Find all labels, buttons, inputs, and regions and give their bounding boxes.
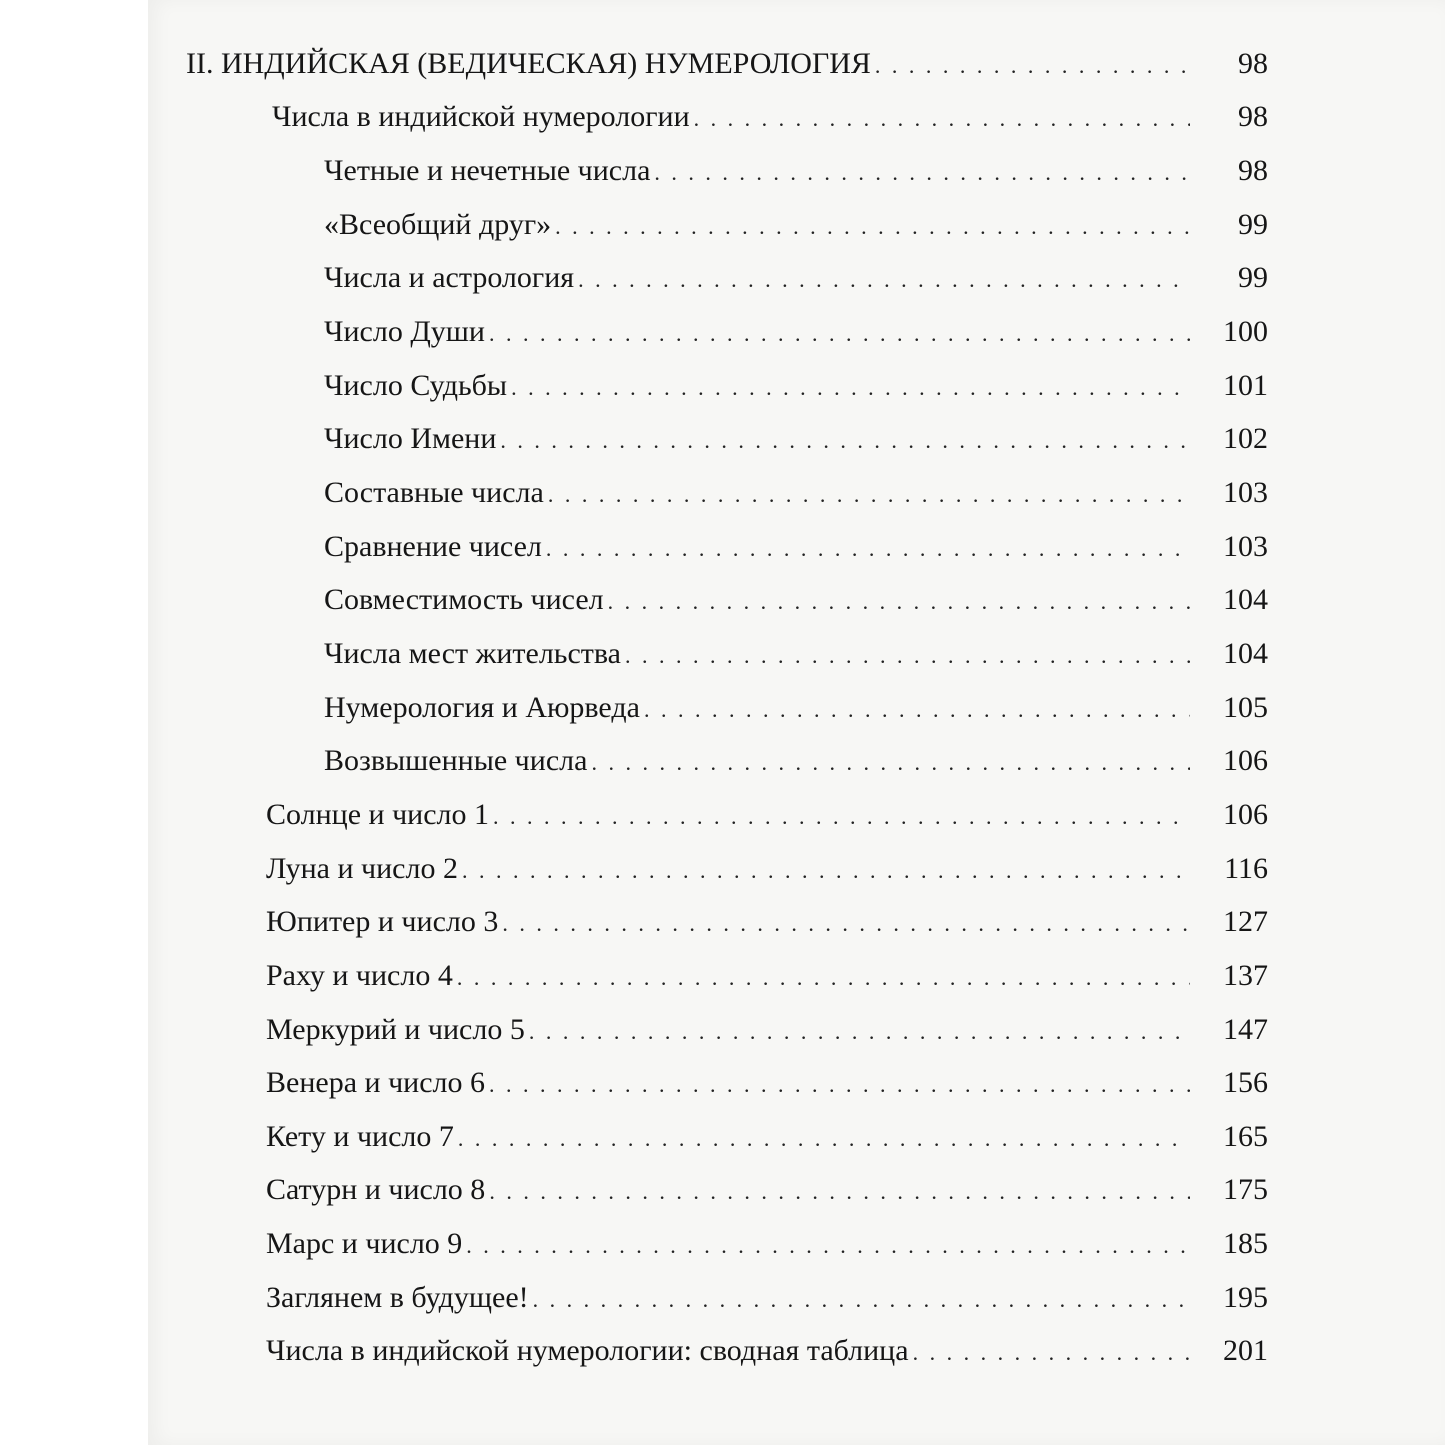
dot-leader [625, 636, 1190, 676]
toc-entry-title: Четные и нечетные числа [324, 154, 651, 187]
toc-entry-title: Числа в индийской нумерологии: сводная таблица [266, 1334, 909, 1367]
toc-entry-page: 106 [1223, 798, 1268, 831]
toc-entry-page: 106 [1223, 744, 1268, 777]
dot-leader [529, 1012, 1190, 1052]
toc-entry-page: 156 [1223, 1066, 1268, 1099]
toc-entry-page: 137 [1223, 959, 1268, 992]
toc-entry-title: Числа и астрология [324, 261, 575, 294]
dot-leader [555, 207, 1190, 247]
dot-leader [694, 99, 1190, 139]
toc-entry-page: 102 [1223, 422, 1268, 455]
dot-leader [608, 582, 1190, 622]
toc-entry [324, 473, 1268, 513]
dot-leader [500, 421, 1190, 461]
toc-entry [324, 151, 1268, 191]
toc-entry-title: Сатурн и число 8 [266, 1173, 486, 1206]
dot-leader [462, 851, 1190, 891]
toc-entry-section-ii [186, 44, 1268, 84]
toc-entry-page: 104 [1223, 637, 1268, 670]
toc-entry [266, 849, 1268, 889]
toc-entry-page: 105 [1223, 691, 1268, 724]
dot-leader [546, 529, 1190, 569]
toc-entry [324, 634, 1268, 674]
dot-leader [489, 1065, 1190, 1105]
dot-leader [913, 1333, 1190, 1373]
toc-entry-title: II. ИНДИЙСКАЯ (ВЕДИЧЕСКАЯ) НУМЕРОЛОГИЯ [186, 47, 871, 80]
toc-entry-page: 103 [1223, 530, 1268, 563]
toc-entry [324, 580, 1268, 620]
toc-entry-page: 99 [1238, 261, 1268, 294]
toc-entry-title: Сравнение чисел [324, 530, 542, 563]
toc-entry [266, 1331, 1268, 1371]
toc-entry-page: 103 [1223, 476, 1268, 509]
toc-entry [324, 312, 1268, 352]
dot-leader [511, 368, 1190, 408]
toc-entry [266, 956, 1268, 996]
dot-leader [533, 1280, 1190, 1320]
toc-entry-title: Составные числа [324, 476, 544, 509]
toc-entry-page: 100 [1223, 315, 1268, 348]
toc-entry-page: 175 [1223, 1173, 1268, 1206]
toc-entry-title: Солнце и число 1 [266, 798, 489, 831]
toc-entry-title: Венера и число 6 [266, 1066, 485, 1099]
toc-entry-title: Число Имени [324, 422, 497, 455]
toc-entry [266, 795, 1268, 835]
toc-entry-page: 99 [1238, 208, 1268, 241]
toc-entry-title: Число Судьбы [324, 369, 508, 402]
toc-entry-page: 127 [1223, 905, 1268, 938]
toc-entry-title: Юпитер и число 3 [266, 905, 499, 938]
dot-leader [654, 153, 1190, 193]
toc-entry-page: 98 [1238, 47, 1268, 80]
toc-entry [272, 97, 1268, 137]
toc-entry [324, 419, 1268, 459]
toc-entry [324, 688, 1268, 728]
dot-leader [466, 1226, 1190, 1266]
dot-leader [644, 690, 1190, 730]
toc-entry [266, 1170, 1268, 1210]
toc-entry-page: 147 [1223, 1013, 1268, 1046]
toc-entry-title: Раху и число 4 [266, 959, 453, 992]
toc-entry-title: Марс и число 9 [266, 1227, 463, 1260]
toc-entry [266, 1117, 1268, 1157]
toc-entry-page: 104 [1223, 583, 1268, 616]
toc-entry-page: 201 [1223, 1334, 1268, 1367]
toc-entry [266, 1063, 1268, 1103]
toc-entry-page: 185 [1223, 1227, 1268, 1260]
toc-entry [266, 902, 1268, 942]
dot-leader [578, 260, 1190, 300]
toc-entry-title: Заглянем в будущее! [266, 1281, 529, 1314]
toc-entry-page: 195 [1223, 1281, 1268, 1314]
dot-leader [502, 904, 1190, 944]
toc-entry [324, 741, 1268, 781]
toc-entry [324, 366, 1268, 406]
toc-entry-title: Числа мест жительства [324, 637, 621, 670]
toc-entry [324, 205, 1268, 245]
toc-entry [266, 1224, 1268, 1264]
dot-leader [489, 314, 1190, 354]
toc-entry-title: Числа в индийской нумерологии [272, 100, 690, 133]
toc-entry-title: «Всеобщий друг» [324, 208, 552, 241]
table-of-contents [148, 0, 1445, 1445]
dot-leader [489, 1172, 1190, 1212]
toc-entry-title: Число Души [324, 315, 485, 348]
book-page [148, 0, 1445, 1445]
toc-entry-title: Кету и число 7 [266, 1120, 454, 1153]
dot-leader [591, 743, 1190, 783]
dot-leader [548, 475, 1190, 515]
toc-entry [324, 527, 1268, 567]
dot-leader [875, 46, 1190, 86]
toc-entry [266, 1010, 1268, 1050]
toc-entry-title: Меркурий и число 5 [266, 1013, 525, 1046]
toc-entry [266, 1278, 1268, 1318]
toc-entry-page: 98 [1238, 100, 1268, 133]
toc-entry-page: 101 [1223, 369, 1268, 402]
toc-entry-page: 165 [1223, 1120, 1268, 1153]
dot-leader [457, 958, 1190, 998]
toc-entry-title: Луна и число 2 [266, 852, 458, 885]
dot-leader [458, 1119, 1190, 1159]
toc-entry-title: Совместимость чисел [324, 583, 604, 616]
toc-entry-page: 98 [1238, 154, 1268, 187]
toc-entry-page: 116 [1224, 852, 1268, 885]
toc-entry [324, 258, 1268, 298]
toc-entry-title: Нумерология и Аюрведа [324, 691, 640, 724]
dot-leader [493, 797, 1190, 837]
toc-entry-title: Возвышенные числа [324, 744, 588, 777]
